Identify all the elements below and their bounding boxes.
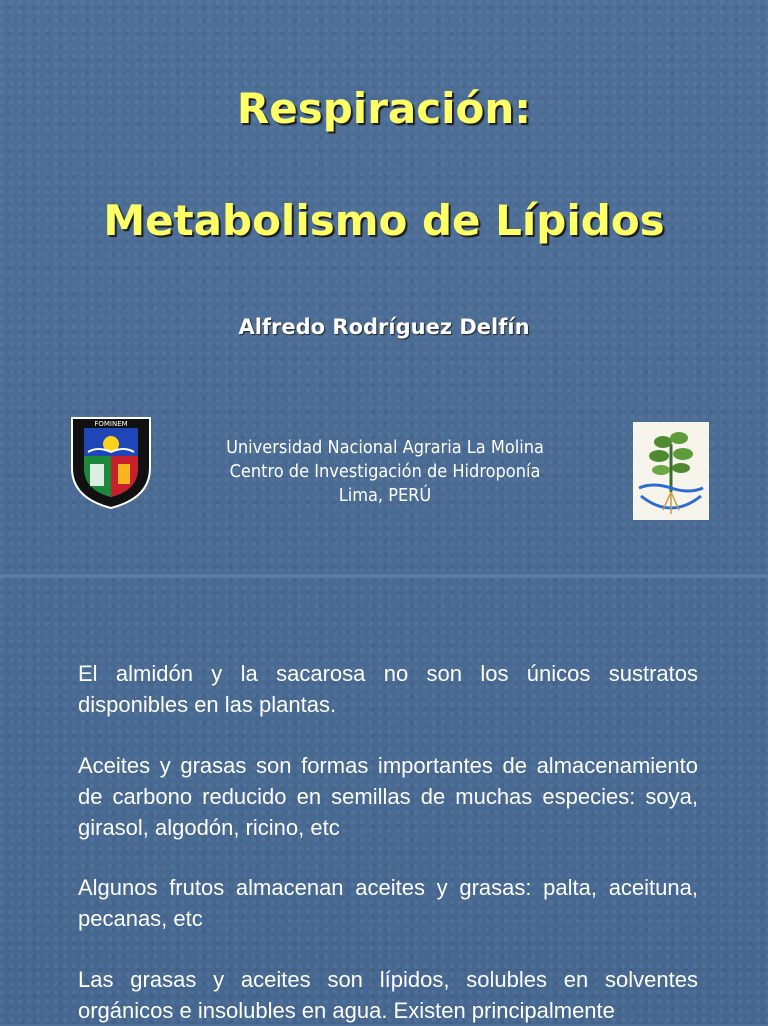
university-crest-icon — [68, 414, 154, 510]
affiliation-university: Universidad Nacional Agraria La Molina — [226, 437, 544, 458]
paragraph-3: Algunos frutos almacenan aceites y grasas: palta, aceituna, pecanas, etc — [78, 875, 698, 931]
affiliation-block — [180, 436, 590, 508]
content-slide — [0, 578, 768, 1024]
paragraph-2: Aceites y grasas son formas importantes de almacenamiento de carbono reducido en semillas de muchas especies: soya, girasol, algodón, ricino, etc — [78, 753, 698, 840]
hydroponic-plant-icon — [633, 422, 709, 520]
paragraph-1: El almidón y la sacarosa no son los únicos sustratos disponibles en las plantas. — [78, 661, 698, 717]
paragraph-4: Las grasas y aceites son lípidos, solubles en solventes orgánicos e insolubles en agua. Existen principalmente — [78, 967, 698, 1023]
svg-text:FOMINEM: FOMINEM — [94, 420, 128, 428]
affiliation-location: Lima, PERÚ — [338, 485, 432, 506]
author-name: Alfredo Rodríguez Delfín — [238, 315, 530, 339]
slide-title-line-1: Respiración: — [236, 84, 532, 133]
slide-title-line-2: Metabolismo de Lípidos — [103, 196, 665, 245]
affiliation-center: Centro de Investigación de Hidroponía — [229, 461, 541, 482]
